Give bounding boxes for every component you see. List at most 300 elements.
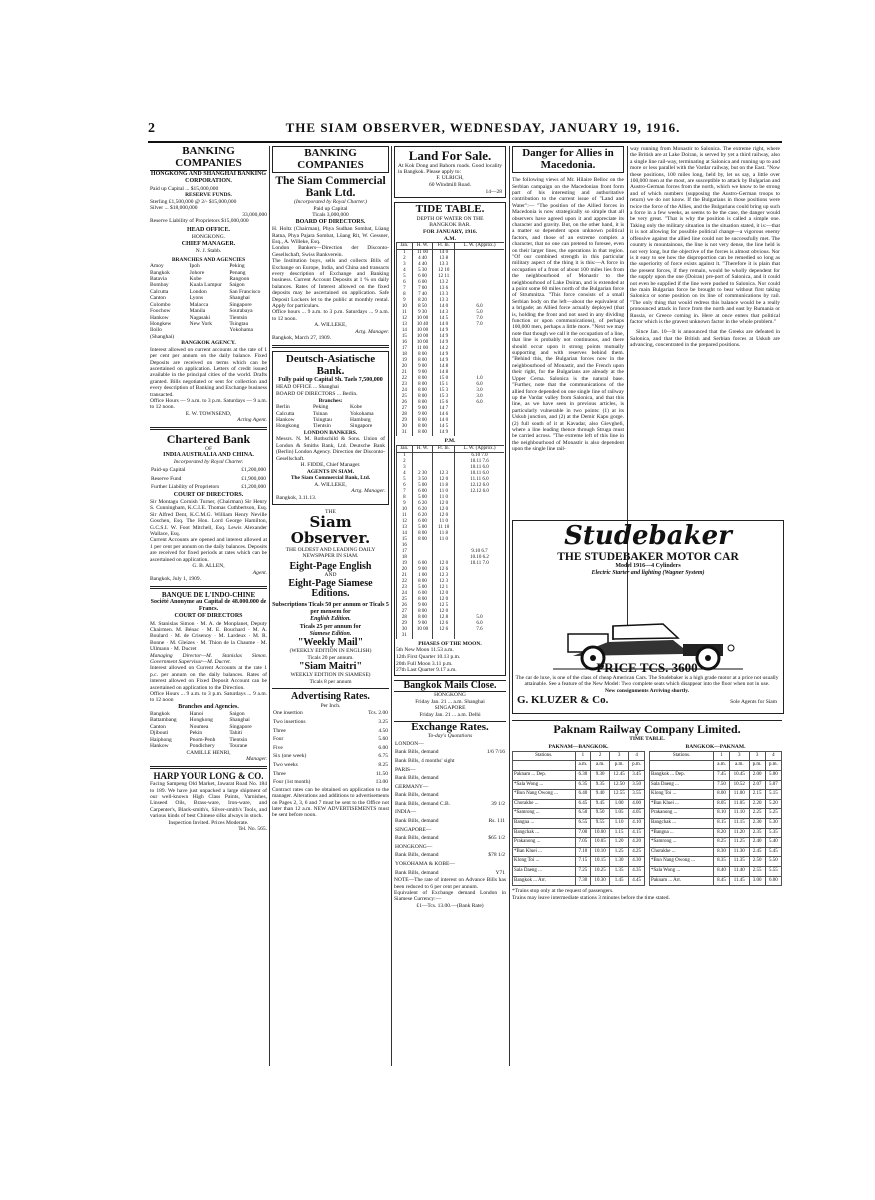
tt-cell: 5.50 [765, 857, 781, 867]
tide-cell: 14 8 [433, 370, 455, 376]
tt-cell: 8.25 [714, 838, 730, 848]
tide-cell: 15 6 [433, 400, 455, 406]
tide-cell: 15 [397, 537, 413, 543]
siam-commercial-london: London Bankers—Direction der Disconto-Gesellschaft, Swiss Bankverein. [272, 245, 389, 258]
tt-cell: Paknam ... Arr. [650, 876, 714, 886]
tide-cell: 6.0 [455, 621, 505, 627]
deutsch-london: Messrs. N. M. Rothschild & Sons. Union of London & Smiths Bank, Ltd. Deutsche Bank (Berlin) London Agency. Direction der Disconto-Gesellschaft. [276, 436, 385, 462]
branch-name: Johore [189, 269, 205, 276]
rate-row [272, 718, 389, 727]
hsbc-liability: Reserve Liability of Proprietors $15,000,000 [150, 218, 249, 225]
page-number: 2 [148, 121, 155, 136]
siam-commercial-signature: A. WILLEKE, [314, 322, 347, 329]
siam-commercial-board: BOARD OF DIRECTORS. [295, 219, 366, 225]
tt-cell: *Ban Kluei ... [513, 847, 576, 857]
tide-cell: 12 11 [433, 274, 455, 280]
capital-row [150, 466, 267, 475]
advertising-rates [272, 692, 389, 818]
tt-cell: 6.55 [575, 818, 591, 828]
branch-name: Yokohama [350, 410, 374, 417]
tt-cell: Bangkok ... Arr. [513, 876, 576, 886]
chartered-inc: Incorporated by Royal Charter. [173, 459, 244, 466]
tt-sub-cell [650, 761, 714, 771]
harp-ad [150, 772, 267, 833]
tt-row [650, 847, 782, 857]
tide-cell: 1 [397, 452, 413, 459]
railway-right-title: BANGKOK—PAKNAM. [685, 744, 746, 751]
tide-cell: 12 0 [433, 609, 455, 615]
column-1 [150, 146, 267, 1066]
indochine-body: Interest allowed on Current Accounts at the rate 1 p.c. per annum on the daily balances. Rates of interest allowed on Fixed Deposit Account can be ascertained on application to the Direction. [150, 665, 267, 691]
tt-row [513, 780, 645, 790]
tide-cell: 15 [397, 334, 413, 340]
column-4 [512, 146, 624, 514]
branch-name: Iloilo [150, 327, 162, 334]
tt-row [650, 799, 782, 809]
tide-cell: 14 0 [433, 250, 455, 257]
banking-heading: BANKING COMPANIES [150, 146, 267, 171]
branch-name: Pnom-Penh [189, 736, 216, 743]
tide-cell: 14 9 [433, 430, 455, 436]
tide-cell: 3 [397, 465, 413, 471]
exchange-row [394, 774, 506, 783]
exch-sub: To-day's Quotations [427, 733, 473, 740]
branch-name: Tsinan [313, 410, 328, 417]
tt-cell: 6.35 [575, 780, 591, 790]
tide-cell: 12.12 6.0 [455, 483, 505, 489]
tide-cell: 10 40 [412, 322, 433, 328]
column-3 [394, 146, 506, 1066]
deutsch-head-office: HEAD OFFICE ... Shanghai [276, 384, 339, 391]
hsbc-ad [150, 171, 267, 424]
tide-cell: 3 50 [412, 477, 433, 483]
tt-cell: 11.40 [730, 866, 749, 876]
tt-cell: 1.20 [610, 838, 629, 848]
studebaker-model: Model 1916—4 Cylinders [615, 563, 681, 570]
tide-cell: 13 3 [433, 292, 455, 298]
tt-row [513, 866, 645, 876]
tide-cell: 2 [397, 256, 413, 262]
tide-cell: 9 30 [412, 310, 433, 316]
branch-name: Penang [229, 269, 246, 276]
tt-sub-cell: a.m. [575, 761, 591, 771]
branch-name: Amoy [150, 263, 164, 270]
branch-name: New York [189, 320, 212, 327]
tt-cell: 11.00 [730, 790, 749, 800]
tide-header-cell: L. W. (Approx.) [455, 445, 505, 452]
divider [150, 766, 267, 769]
tide-cell: 25 [397, 394, 413, 400]
tt-header-row [513, 751, 645, 761]
tide-cell: 8 20 [412, 298, 433, 304]
land-title: Land For Sale. [408, 148, 492, 163]
tide-cell: 5.0 [455, 615, 505, 621]
hsbc-capital: Paid up Capital ... $15,000,000 [150, 185, 219, 192]
exchange-row [394, 808, 506, 817]
tide-cell: 12 3 [433, 579, 455, 585]
mail-line: SINGAPORE [434, 705, 466, 712]
tt-cell: 5.35 [765, 828, 781, 838]
exchange-row-cell: 39 1/2 [491, 800, 505, 807]
siam-commercial-directors: H. Holtz (Chairman), Phya Sudhan Sombat, Lüang Ratna, Phya Pajara Sombat, Lüang Rit, W. Gessner, Esq., A. Willeke, Esq. [272, 226, 389, 246]
exchange-row [394, 783, 506, 792]
tt-cell: Klong Toi ... [650, 790, 714, 800]
tt-cell: 12.55 [610, 790, 629, 800]
branch-name: Kuala Lumpur [189, 282, 222, 289]
tt-header-cell: 4 [629, 751, 645, 761]
chartered-court: COURT OF DIRECTORS. [173, 491, 244, 498]
tt-cell: 8.20 [714, 828, 730, 838]
danger-article: The following views of Mr. Hilaire Belloc on the Serbian campaign on the Macedonian front form part of his interesting and authoritative contribution to the current issue of "Land and Water":— "The position of the Allied forces in Macedonia is now strategically so simple that all observers have agreed upon it and appreciate its character and gravity. But, on the other hand, it is a matter so dependent upon unknown political factors, and those of an extreme complex a character, that no one can pretend to foresee, even on their larger lines, the operations in that region. "Of our combined strength in this particular military aspect of the thing it is this:—A force in occupation of a front of about 100 miles lies from the neighbourhood of Monastir to the neighbourhood of Lake Doiran, and is extended at a point some 60 miles north of the Bulgarian force of Strumnitza. "This force consists of a small Serbian body on the left—about the equivalent of a brigade; an Allied force actually deployed (that is, holding the front and not used in any dividing function or upon communications), of perhaps 100,000 men, perhaps a little more. "Next we may note that though we call it the occupation of a line, that line is probably not continuous, and there should occur upon it strong points mutually supporting and with reserves behind them. "Behind this, the Bulgarian forces now in the neighbourhood of Monastir, and the French upon their right, for the Bulgarians are already at the Upper Cerna. Salonica is the natural base. "Further, note that the communications of the allied force depended on one single line of railway up the Vardar valley from Salonica, and that this line, as we have seen in previous articles, is particularly vulnerable in two points: (1) at its Uskub junction, and (2) at the Demir Kapu gorge. (2) full south of it at Kavadar, also Gievgheli, where a line leading thence through Struga must be carried across. "The extreme left of this line in the neighbourhood of Monastir is also dependent upon the single line rail- [512, 177, 624, 453]
tide-cell: 8 00 [412, 424, 433, 430]
tt-cell: 1.30 [610, 857, 629, 867]
tt-cell: 1.35 [610, 866, 629, 876]
hsbc-total: 33,000,000 [242, 211, 267, 218]
tide-am-label: A.M. [444, 235, 456, 242]
exchange-row-cell [478, 808, 506, 817]
tide-cell: 8 00 [412, 394, 433, 400]
branch-name: Nagasaki [189, 314, 211, 321]
tt-cell: 12.50 [610, 780, 629, 790]
indochine-managers: Managing Director—M. Stanislas Simon. Government Supervisor—M. Ducret. [150, 652, 267, 666]
tt-cell: 8.05 [714, 799, 730, 809]
tt-cell: 5.55 [765, 866, 781, 876]
exchange-row-cell: Bank Bills, demand [395, 818, 439, 825]
divider [272, 688, 389, 689]
tt-cell: 7.05 [575, 838, 591, 848]
tide-cell: 14 8 [433, 364, 455, 370]
tt-cell: 11.10 [730, 809, 749, 819]
tt-sub-cell [513, 761, 576, 771]
siam-commercial-name: The Siam Commercial Bank Ltd. [275, 175, 386, 200]
capital-row-cell: Reserve Fund [151, 475, 182, 482]
siam-commercial-body: The Institution buys, sells and collects Bills of Exchange on Europe, India, and China and transacts every description of Exchange and Banking business. Current Account Deposits at 1 % on daily balances. Rates of Interest allowed on the fixed deposits may be ascertained on application. Safe Deposit Lockers let to the public at monthly rental. Apply for particulars. [272, 258, 389, 310]
tide-row [397, 430, 505, 436]
chartered-date: Bangkok, July 1, 1909. [150, 576, 202, 583]
tide-cell: 14 5 [433, 424, 455, 430]
deutsch-branches [276, 404, 385, 430]
tt-cell: 2.40 [749, 838, 765, 848]
tt-cell: 2.50 [749, 857, 765, 867]
exchange-row-cell: LONDON— [395, 740, 424, 747]
tide-cell: 10.11 7.0 [455, 561, 505, 567]
tide-row [397, 633, 505, 639]
tt-cell: 4.45 [629, 876, 645, 886]
branch-name: Kobe [350, 404, 362, 411]
tt-cell: 8.30 [714, 847, 730, 857]
tt-cell: 2.00 [749, 770, 765, 780]
tide-cell: 5 00 [412, 525, 433, 531]
land-ref: 14—28 [485, 188, 502, 195]
observer-sub: THE OLDEST AND LEADING DAILY NEWSPAPER IN SIAM. [285, 546, 376, 560]
tide-cell: 15 3 [433, 388, 455, 394]
tt-cell: 4.30 [629, 857, 645, 867]
tide-cell: 14 0 [433, 322, 455, 328]
studebaker-desc: The car de luxe, is one of the class of cheap American Cars. The Studebaker is a high grade motor at a price not usually attainable. See a feature of the New Model: Two complete seats which disappear into the floor when not in use. [515, 674, 779, 688]
adv-notes: Contract rates can be obtained on application to the manager. Alterations and additions to advertisements on Pages 2, 3, 6 and 7 must be sent to the Office not later than 12 a.m. NEW ADVERTISEMENTS must be sent before noon. [272, 786, 389, 819]
tt-header-cell: 4 [765, 751, 781, 761]
chartered-of: OF [204, 445, 213, 452]
tt-cell: Bangna ... [513, 818, 576, 828]
exchange-row [394, 843, 506, 852]
tt-cell: 5.00 [765, 770, 781, 780]
siam-commercial-capital: Ticals 3,000,000 [312, 212, 349, 219]
land-ad [394, 146, 506, 198]
tt-cell: 2.20 [749, 799, 765, 809]
tide-cell: 9 00 [412, 406, 433, 412]
tt-cell: Bangchak ... [513, 828, 576, 838]
tt-row [513, 876, 645, 886]
chartered-signature: G. B. ALLEN, [192, 563, 225, 569]
tide-cell: 3 [397, 262, 413, 268]
tide-cell: 14 9 [433, 334, 455, 340]
deutsch-date: Bangkok, 3.11.13. [276, 494, 317, 501]
tide-cell: 12 0 [433, 597, 455, 603]
hsbc-head-office-title: HEAD OFFICE. [186, 227, 230, 234]
chartered-sub: INDIA AUSTRALIA AND CHINA. [163, 452, 254, 459]
danger-headline-box [512, 146, 624, 173]
tt-cell: 8.45 [714, 876, 730, 886]
rate-row [272, 744, 389, 753]
tt-cell: 4.10 [629, 818, 645, 828]
tide-cell: 11 0 [433, 495, 455, 501]
rate-row-cell: 6.00 [378, 744, 388, 751]
tt-cell: 1.10 [610, 818, 629, 828]
tide-cell: 10 00 [412, 316, 433, 322]
tt-row [513, 818, 645, 828]
tide-cell: 14 9 [433, 340, 455, 346]
observer-maitri-sub: WEEKLY EDITION IN SIAMESE) [290, 672, 371, 679]
tt-cell: 9.55 [591, 818, 610, 828]
late-note: Since Jan. 10—It is announced that the Greeks are defeated in Salonica, and that the British and Serbian forces at Uskub are advancing, concentrated in the prepared positions. [630, 329, 780, 349]
tt-cell: 3.55 [629, 790, 645, 800]
tt-row [513, 790, 645, 800]
tt-cell: 6.50 [575, 809, 591, 819]
exchange-row-cell: GERMANY— [395, 783, 429, 790]
branch-name: Ipoh [189, 263, 200, 270]
tt-cell: 6.00 [765, 876, 781, 886]
tt-cell: 9.45 [591, 799, 610, 809]
tide-cell: 27 [397, 406, 413, 412]
studebaker-price: PRICE TCS. 3600 [596, 660, 698, 675]
danger-article-continued: way running from Monastir to Salonica. The extreme right, where the British are at Lake Doiran, is served by yet a third railway, also a single line rail-way, terminating at Salonica and running up to and more or less parallel with the Vardar railway, but on the East. "Now these positions, 100 miles long, held by, let us say, a little over 100,000 men at the most, are susceptible to attack by Bulgarian and Austro-German forces from the north, which we know to be strong and of which numbers (supposing the Austro-German troops to return) we do not know. If the Bulgarians in those positions were twice the force of the Allies, and the Bulgarians could bring up such a force in a few weeks, as seems to be the case, the danger would be very great. "That is why the position is called a simple one. Taking only the military situation in the situation stated, it is:—that it is not allowing for possible political change—a vigorous enemy offensive against the allied line could not be successfully met. The country is mountainous, the line is not very dense, the line held is not very long, but the objective of the forces is almost obvious. Nor is it easy to see how the disproportion can be remedied so long as the superiority of force exists against it. "Therefore it is plain that the present forces, if they remain, would be wholly dependent for the supply upon the one (Doiran) pre-port of Salonica, and it could not even be supplied if the line were pushed to Salonica. Nor could the main Bulgarian force be brought to bear without first taking Salonica or some position on its line of communications by rail. "The only thing that would redress this balance would be a really pronounced attack in force from the north and east by Rumania or Russia, or Greece coming in. Here at once enters that political factor which is the gravest unknown factor in the whole problem." [630, 146, 780, 325]
exchange-row-cell [478, 791, 506, 800]
tt-row [650, 876, 782, 886]
rate-row-cell: Three [273, 727, 286, 734]
tide-cell: 20 [397, 567, 413, 573]
tide-cell: 2 30 [412, 471, 433, 477]
tide-cell: 12 0 [433, 591, 455, 597]
indochine-ad [150, 592, 267, 763]
tide-cell: 23 [397, 382, 413, 388]
tide-header-cell: H. W. [412, 445, 433, 452]
exchange-row [394, 834, 506, 843]
tide-cell: 4 40 [412, 256, 433, 262]
divider [150, 586, 267, 589]
deutsch-agents: The Siam Commercial Bank, Ltd. [290, 475, 371, 482]
tide-cell: 1 [397, 250, 413, 257]
tt-sub-cell: a.m. [714, 761, 730, 771]
tide-cell: 12 3 [433, 573, 455, 579]
divider [272, 345, 389, 348]
railway-left-title: PAKNAM—BANGKOK. [548, 744, 609, 751]
tide-cell: 9 00 [412, 621, 433, 627]
tt-cell: 2.15 [749, 790, 765, 800]
tide-cell: 8 [397, 292, 413, 298]
exch-note: NOTE—The rate of interest on Advance Bills has been reduced to 6 per cent per annum. [394, 877, 506, 890]
tide-cell: 8 50 [412, 304, 433, 310]
tt-header-cell: 1 [714, 751, 730, 761]
tide-cell: 8 00 [412, 418, 433, 424]
tide-cell: 1 00 [412, 573, 433, 579]
exchange-row-cell [478, 766, 506, 775]
rate-row-cell: Two insertions [273, 719, 306, 726]
tt-row [650, 866, 782, 876]
tide-cell: 10.11 6.0 [455, 471, 505, 477]
deutsch-agents-title: AGENTS IN SIAM. [306, 468, 355, 475]
exchange-row-cell: Bank Bills, demand [395, 775, 439, 782]
tide-cell: 8 00 [412, 579, 433, 585]
studebaker-consign: New consignments Arriving shortly. [604, 687, 690, 694]
tide-cell: 19 [397, 561, 413, 567]
tide-header-row [397, 243, 505, 250]
adv-title: Advertising Rates. [291, 691, 370, 703]
observer-siam-price: Ticals 25 per annum for [299, 623, 362, 630]
tt-header-cell: Stations. [513, 751, 576, 761]
chartered-role: Agent. [252, 569, 267, 576]
exchange-row [394, 817, 506, 826]
railway-right [649, 744, 782, 886]
studebaker-features: Electric Starter and lighting (Wagner System) [591, 570, 705, 577]
tt-header-row [650, 751, 782, 761]
railway-tt-label: TIME TABLE. [629, 735, 665, 742]
rate-row-cell: Six (one week) [273, 753, 307, 760]
indochine-branches-title: Branches and Agencies. [178, 703, 239, 710]
land-body: At Kok Dong and Bahorn roads. Good locality in Bangkok. Please apply to: [398, 162, 502, 176]
tt-cell: 7.00 [575, 828, 591, 838]
tide-cell: 7 [397, 286, 413, 292]
rate-row-cell: Tcs. 2.00 [368, 710, 388, 717]
tt-cell: Chorakhe ... [650, 847, 714, 857]
branch-name: Bangkok [150, 269, 170, 276]
rate-row-cell: 8.25 [378, 761, 388, 768]
tide-cell: 13 3 [433, 298, 455, 304]
branch-name: Foochow [150, 308, 171, 315]
tide-cell: 12 8 [433, 615, 455, 621]
mails-box [394, 680, 506, 719]
tide-cell: 6 [397, 483, 413, 489]
tide-cell: 6.0 [455, 304, 505, 310]
exchange-row-cell [478, 783, 506, 792]
tt-cell: 7.50 [714, 780, 730, 790]
hsbc-head-office: HONGKONG. [191, 234, 226, 241]
studebaker-agent: G. KLUZER & Co. [517, 694, 609, 707]
indochine-signature: CAMILLE HENRI, [186, 749, 231, 756]
hsbc-name: HONGKONG AND SHANGHAI BANKING CORPORATION. [150, 171, 267, 185]
tt-cell: 4.35 [629, 866, 645, 876]
tt-cell: 4.15 [629, 828, 645, 838]
tide-cell: 7 [397, 489, 413, 495]
tide-cell: 12 0 [433, 513, 455, 519]
tide-cell: 7.6 [455, 627, 505, 633]
tide-cell: 8 00 [412, 376, 433, 382]
tt-cell: 11.30 [730, 847, 749, 857]
deutsch-name: Deutsch-Asiatische Bank. [285, 353, 376, 377]
moon-title: PHASES OF THE MOON. [418, 640, 482, 647]
banking-heading-2: BANKING COMPANIES [272, 146, 389, 173]
tt-cell: 2.30 [749, 818, 765, 828]
tt-cell: 10.30 [591, 876, 610, 886]
branch-name: Manila [189, 308, 206, 315]
tide-cell: 5 00 [412, 495, 433, 501]
tide-cell [412, 633, 433, 639]
tide-cell: 9.10 6.7 [455, 549, 505, 555]
tt-sub-cell: a.m. [730, 761, 749, 771]
tt-cell: *Sala Wong ... [513, 780, 576, 790]
tt-cell: 7.15 [575, 857, 591, 867]
tt-cell: Paknam ... Dep. [513, 770, 576, 780]
tide-cell: 12 10 [433, 268, 455, 274]
tt-row [513, 809, 645, 819]
rate-row [272, 735, 389, 744]
tide-cell: 1.0 [455, 376, 505, 382]
exch-title: Exchange Rates. [394, 721, 506, 734]
tt-cell: 11.05 [730, 799, 749, 809]
branch-name: Tsingtau [229, 320, 249, 327]
branch-name: Hamburg [350, 416, 371, 423]
tt-sub-cell: p.m. [749, 761, 765, 771]
tide-cell: 9 00 [412, 412, 433, 418]
tt-cell: *Samrong ... [650, 838, 714, 848]
moon-phase: 5th New Moon 11.53 a.m. [396, 647, 454, 654]
tide-cell: 29 [397, 621, 413, 627]
tt-sub-row [650, 761, 782, 771]
tt-row [650, 857, 782, 867]
tide-cell: 4 40 [412, 262, 433, 268]
tide-cell: 12 0 [433, 561, 455, 567]
tide-cell: 13 6 [433, 286, 455, 292]
tide-header-cell: Jan. [397, 445, 413, 452]
tt-header-cell: 1 [575, 751, 591, 761]
tide-cell: 12 3 [433, 471, 455, 477]
hsbc-signature: E. W. TOWNSEND, [185, 410, 232, 417]
tt-cell: *Bangna ... [650, 828, 714, 838]
tt-cell: 10.15 [591, 857, 610, 867]
tide-cell: 15 3 [433, 394, 455, 400]
tide-cell: 24 [397, 388, 413, 394]
exchange-row-cell: Bank Bills, demand [395, 869, 439, 876]
exchange-row [394, 826, 506, 835]
exchange-row-cell: Bank Bills, demand [395, 835, 439, 842]
tide-cell: 5.0 [455, 310, 505, 316]
tide-cell: 17 [397, 346, 413, 352]
tide-cell: 14 7 [433, 406, 455, 412]
tide-title: TIDE TABLE. [415, 203, 485, 216]
tide-sub3: FOR JANUARY, 1916. [423, 228, 477, 235]
railway-title: Paknam Railway Company Limited. [512, 720, 782, 736]
tide-cell: 6 20 [412, 501, 433, 507]
deutsch-branches-title: Branches: [318, 397, 343, 404]
tide-cell: 8 [397, 495, 413, 501]
tide-cell: 8 00 [412, 358, 433, 364]
tt-cell: 10.25 [591, 866, 610, 876]
column-divider [509, 146, 510, 1066]
branch-name: Tsingtau [313, 416, 332, 423]
tide-cell: 4 [397, 268, 413, 274]
observer-maitri-price: Ticals 8 per annum [309, 678, 352, 685]
branch-name: Rangoon [229, 276, 250, 283]
tide-cell: 15 0 [433, 376, 455, 382]
